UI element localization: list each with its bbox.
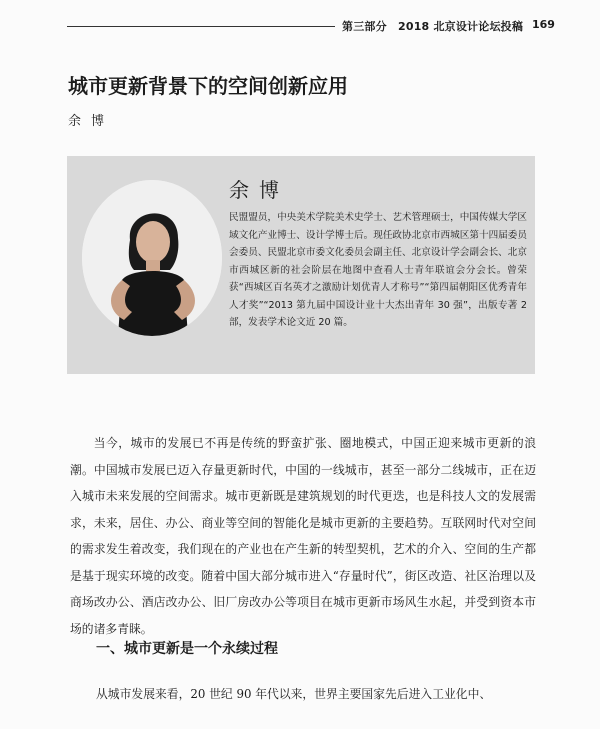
running-header: 第三部分 2018 北京设计论坛投稿 <box>342 20 524 33</box>
body-paragraph-2: 从城市发展来看，20 世纪 90 年代以来，世界主要国家先后进入工业化中、 <box>96 687 492 701</box>
article-title: 城市更新背景下的空间创新应用 <box>68 74 348 98</box>
bio-description: 民盟盟员，中央美术学院美术史学士、艺术管理硕士，中国传媒大学区域文化产业博士、设计学博士后。现任政协北京市西城区第十四届委员会委员、民盟北京市委文化委员会副主任、北京设计学会副会长、北京市西城区新的社会阶层在地图中查看人士青年联谊会分会长。曾荣获“西城区百名英才之激励计划优青人才称号”“第四届朝阳区优秀青年人才奖”“2013 第九届中国设计业十大杰出青年 30 强”，出版专著 2 部，发表学术论文近 20 篇。 <box>229 212 527 328</box>
author-portrait <box>82 180 222 336</box>
article-author: 余博 <box>68 114 115 129</box>
body-paragraph-1: 当今，城市的发展已不再是传统的野蛮扩张、圈地模式，中国正迎来城市更新的浪潮。中国城市发展已迈入存量更新时代，中国的一线城市，甚至一部分二线城市，正在迈入城市未来发展的空间需求。城市更新既是建筑规划的时代更迭，也是科技人文的发展需求，未来，居住、办公、商业等空间的智能化是城市更新的主要趋势。互联网时代对空间的需求发生着改变，我们现在的产业也在产生新的转型契机，艺术的介入、空间的生产都是基于现实环境的改变。随着中国大部分城市进入“存量时代”，街区改造、社区治理以及商场改办公、酒店改办公、旧厂房改办公等项目在城市更新市场风生水起，并受到资本市场的诸多青睐。 <box>70 436 536 636</box>
header-rule <box>67 26 335 27</box>
page-number: 169 <box>532 18 555 31</box>
portrait-illustration <box>82 180 222 336</box>
bio-author-name: 余博 <box>229 178 289 202</box>
section-heading: 一、城市更新是一个永续过程 <box>96 641 278 657</box>
